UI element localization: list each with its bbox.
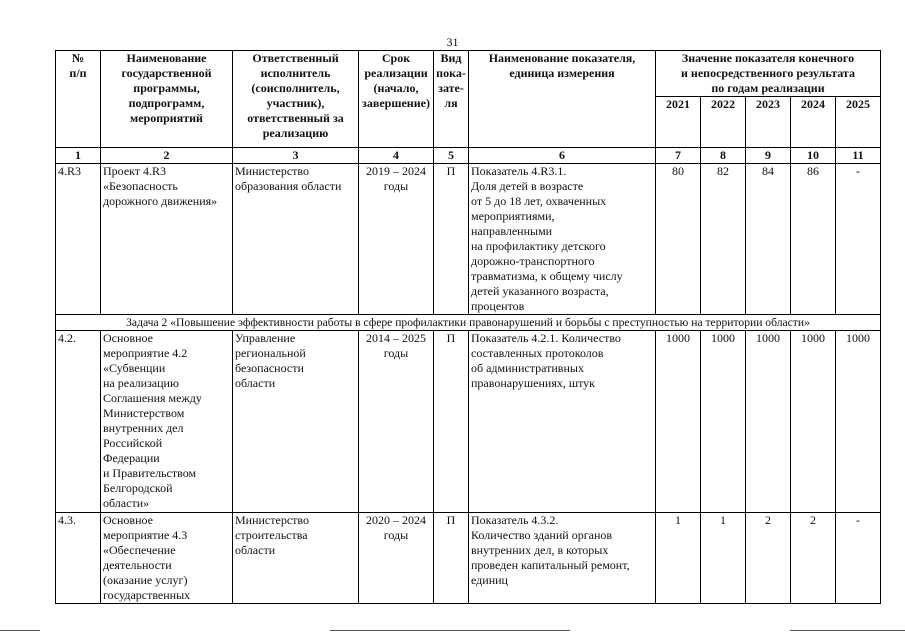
text-line: Министерство [235, 513, 309, 527]
header-program [101, 51, 233, 148]
text-line: Срок [381, 51, 411, 65]
page-bottom-rule-left [0, 630, 40, 631]
row-number: 4.R3 [56, 164, 101, 315]
header-indicator [469, 51, 656, 148]
text-line: Наименование показателя, [488, 51, 636, 65]
text-line: ля [444, 96, 458, 110]
text-line: области» [103, 496, 150, 510]
header-year: 2025 [836, 97, 881, 148]
text-line: 2019 – 2024 [366, 164, 426, 178]
text-line: внутренних дел, в которых [471, 543, 609, 557]
value-cell: - [836, 513, 881, 604]
text-line: «Обеспечение [103, 543, 176, 557]
text-line: Значение показателя конечного [681, 51, 855, 65]
text-line: завершение) [362, 96, 430, 110]
text-line: 2014 – 2025 [366, 331, 426, 345]
text-line: годы [383, 528, 409, 542]
column-number: 8 [701, 148, 746, 164]
column-number: 5 [434, 148, 469, 164]
column-number: 2 [101, 148, 233, 164]
text-line: детей указанного возраста, [471, 284, 609, 298]
text-line: Показатель 4.R3.1. [471, 164, 567, 178]
text-line: проведен капитальный ремонт, [471, 558, 630, 572]
program-name [101, 331, 233, 513]
column-number: 10 [791, 148, 836, 164]
text-line: (оказание услуг) [103, 573, 188, 587]
text-line: Вид [440, 51, 462, 65]
header-type [434, 51, 469, 148]
text-line: правонарушениях, штук [471, 376, 596, 390]
text-line: и Правительством [103, 466, 197, 480]
text-line: «Субвенции [103, 361, 166, 375]
text-line: об административных [471, 361, 584, 375]
text-line: 2020 – 2024 [366, 513, 426, 527]
text-line: мероприятий [130, 111, 203, 125]
text-line: (начало, [373, 81, 419, 95]
text-line: региональной [235, 346, 306, 360]
header-year: 2023 [746, 97, 791, 148]
table-row [56, 331, 881, 513]
text-line: Показатель 4.3.2. [471, 513, 559, 527]
text-line: годы [383, 346, 409, 360]
text-line: «Безопасность [103, 179, 178, 193]
text-line: образования области [235, 179, 342, 193]
header-number [56, 51, 101, 148]
indicator-type: П [434, 164, 469, 315]
period [359, 513, 434, 604]
text-line: Доля детей в возрасте [471, 179, 584, 193]
text-line: дорожного движения» [103, 194, 218, 208]
page-number: 31 [446, 35, 459, 49]
text-line: Показатель 4.2.1. Количество [471, 331, 621, 345]
executor-name [233, 164, 359, 315]
header-values-group [656, 51, 881, 97]
page-bottom-rule-mid [330, 630, 570, 631]
indicator-name [469, 331, 656, 513]
column-number: 7 [656, 148, 701, 164]
text-line: Соглашения между [103, 391, 202, 405]
header-period [359, 51, 434, 148]
text-line: единиц [471, 573, 508, 587]
text-line: от 5 до 18 лет, охваченных [471, 194, 607, 208]
value-cell: - [836, 164, 881, 315]
value-cell: 1000 [746, 331, 791, 513]
value-cell: 1 [701, 513, 746, 604]
text-line: государственных [103, 588, 191, 602]
value-cell: 1000 [836, 331, 881, 513]
text-line: Управление [235, 331, 296, 345]
row-number: 4.3. [56, 513, 101, 604]
text-line: Количество зданий органов [471, 528, 613, 542]
text-line: внутренних дел [103, 421, 184, 435]
header-executor [233, 51, 359, 148]
text-line: Федерации [103, 451, 160, 465]
value-cell: 86 [791, 164, 836, 315]
text-line: реализации [364, 66, 428, 80]
text-line: области [235, 543, 276, 557]
text-line: травматизма, к общему числу [471, 269, 623, 283]
value-cell: 2 [791, 513, 836, 604]
text-line: № [71, 51, 85, 65]
text-line: единица измерения [509, 66, 615, 80]
text-line: реализацию [262, 126, 329, 140]
text-line: составленных протоколов [471, 346, 604, 360]
indicator-type: П [434, 513, 469, 604]
text-line: и непосредственного результата [681, 66, 855, 80]
text-line: государственной [121, 66, 212, 80]
table-row [56, 513, 881, 604]
text-line: п/п [69, 66, 87, 80]
text-line: на профилактику детского [471, 239, 606, 253]
text-line: на реализацию [103, 376, 179, 390]
text-line: Проект 4.R3 [103, 164, 167, 178]
executor-name [233, 513, 359, 604]
text-line: пока- [436, 66, 466, 80]
value-cell: 84 [746, 164, 791, 315]
text-line: деятельности [103, 558, 172, 572]
text-line: Министерство [235, 164, 309, 178]
text-line: подпрограмм, [128, 96, 205, 110]
text-line: по годам реализации [711, 81, 825, 95]
text-line: (соисполнитель, [251, 81, 340, 95]
text-line: Ответственный [252, 51, 339, 65]
header-year: 2022 [701, 97, 746, 148]
column-number-row [56, 148, 881, 164]
text-line: мероприятие 4.2 [103, 346, 188, 360]
value-cell: 80 [656, 164, 701, 315]
text-line: мероприятиями, [471, 209, 555, 223]
column-number: 1 [56, 148, 101, 164]
column-number: 9 [746, 148, 791, 164]
text-line: программы, [133, 81, 200, 95]
text-line: мероприятие 4.3 [103, 528, 188, 542]
value-cell: 1000 [791, 331, 836, 513]
text-line: Основное [103, 513, 153, 527]
text-line: дорожно-транспортного [471, 254, 595, 268]
indicator-name [469, 513, 656, 604]
header-row-top [56, 51, 881, 97]
text-line: исполнитель [260, 66, 331, 80]
indicator-table [55, 50, 881, 604]
table-row [56, 164, 881, 315]
text-line: Белгородской [103, 481, 173, 495]
period [359, 331, 434, 513]
column-number: 4 [359, 148, 434, 164]
indicator-type: П [434, 331, 469, 513]
indicator-name [469, 164, 656, 315]
text-line: безопасности [235, 361, 304, 375]
value-cell: 1000 [656, 331, 701, 513]
text-line: Министерством [103, 406, 185, 420]
text-line: строительства [235, 528, 308, 542]
text-line: Российской [103, 436, 163, 450]
value-cell: 1000 [701, 331, 746, 513]
task-title: Задача 2 «Повышение эффективности работы в сфере профилактики правонарушений и борьбы с преступностью на территории области» [56, 315, 881, 331]
text-line: зате- [438, 81, 464, 95]
period [359, 164, 434, 315]
value-cell: 2 [746, 513, 791, 604]
executor-name [233, 331, 359, 513]
header-year: 2024 [791, 97, 836, 148]
program-name [101, 513, 233, 604]
text-line: Основное [103, 331, 153, 345]
header-year: 2021 [656, 97, 701, 148]
column-number: 6 [469, 148, 656, 164]
text-line: области [235, 376, 276, 390]
text-line: годы [383, 179, 409, 193]
text-line: направленными [471, 224, 553, 238]
text-line: процентов [471, 299, 525, 313]
text-line: Наименование [126, 51, 207, 65]
column-number: 3 [233, 148, 359, 164]
page-bottom-rule-right [790, 630, 905, 631]
text-line: ответственный за [247, 111, 344, 125]
value-cell: 1 [656, 513, 701, 604]
text-line: участник), [266, 96, 325, 110]
value-cell: 82 [701, 164, 746, 315]
column-number: 11 [836, 148, 881, 164]
row-number: 4.2. [56, 331, 101, 513]
task-row [56, 315, 881, 331]
program-name [101, 164, 233, 315]
